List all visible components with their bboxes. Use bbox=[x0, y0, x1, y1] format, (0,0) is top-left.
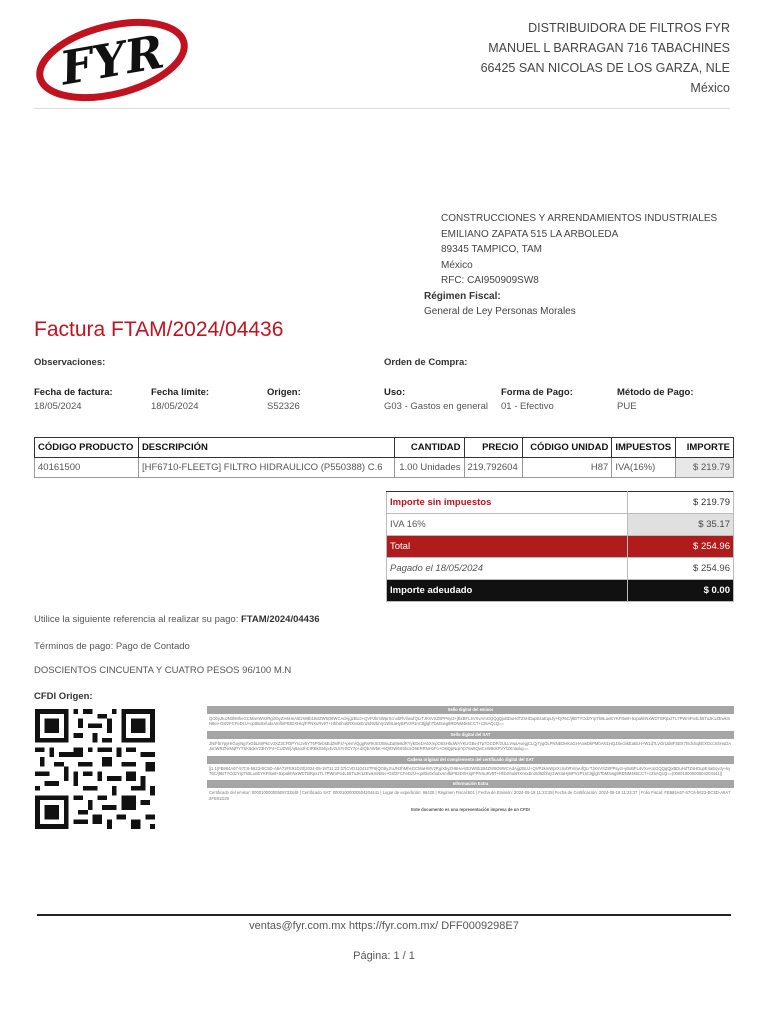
col-amount: IMPORTE bbox=[676, 438, 734, 458]
amount-due-label: Importe adeudado bbox=[387, 580, 628, 602]
amount-due-value: $ 0.00 bbox=[628, 580, 734, 602]
table-row bbox=[35, 458, 734, 478]
payment-terms: Términos de pago: Pago de Contado bbox=[34, 641, 190, 652]
total-row bbox=[387, 536, 734, 558]
cell-description: [HF6710-FLEETG] FILTRO HIDRAULICO (P550388) C.6 bbox=[138, 458, 394, 478]
cell-price: 219.792604 bbox=[464, 458, 522, 478]
iva-value: $ 35.17 bbox=[628, 514, 734, 536]
col-quantity: CANTIDAD bbox=[394, 438, 464, 458]
cell-amount: $ 219.79 bbox=[676, 458, 734, 478]
cell-product-code: 40161500 bbox=[35, 458, 139, 478]
company-address bbox=[481, 18, 730, 98]
total-label: Total bbox=[387, 536, 628, 558]
logo-text: FYR bbox=[56, 24, 168, 96]
footer-divider bbox=[37, 914, 731, 916]
amount-due-row bbox=[387, 580, 734, 602]
qr-code bbox=[35, 706, 155, 832]
header-divider bbox=[34, 108, 730, 109]
client-country: México bbox=[441, 259, 473, 271]
info-label: Origen: bbox=[267, 387, 301, 398]
paid-row bbox=[387, 558, 734, 580]
totals-table bbox=[386, 491, 734, 602]
sat-extra-title: Información Extra bbox=[207, 780, 734, 788]
company-country: México bbox=[690, 81, 730, 95]
amount-in-words: DOSCIENTOS CINCUENTA Y CUATRO PESOS 96/100 M.N bbox=[34, 665, 292, 676]
info-payment-form bbox=[501, 387, 573, 412]
client-regime-value: General de Ley Personas Morales bbox=[424, 306, 576, 317]
info-payment-method bbox=[617, 387, 694, 412]
items-table bbox=[34, 437, 734, 478]
cell-taxes: IVA(16%) bbox=[612, 458, 676, 478]
page-number: Página: 1 / 1 bbox=[353, 950, 415, 962]
company-logo bbox=[34, 18, 190, 102]
sat-stamp-block bbox=[207, 706, 734, 813]
purchase-order-label: Orden de Compra: bbox=[384, 357, 468, 368]
info-label: Forma de Pago: bbox=[501, 387, 573, 398]
reference-prefix: Utilice la siguiente referencia al realizar su pago: bbox=[34, 614, 239, 625]
info-value: 18/05/2024 bbox=[151, 401, 199, 412]
client-rfc: RFC: CAI950909SW8 bbox=[441, 275, 539, 286]
info-label: Uso: bbox=[384, 387, 406, 398]
info-origin bbox=[267, 387, 301, 412]
col-product-code: CÓDIGO PRODUCTO bbox=[35, 438, 139, 458]
company-name: DISTRIBUIDORA DE FILTROS FYR bbox=[528, 21, 730, 35]
info-value: G03 - Gastos en general bbox=[384, 401, 489, 412]
total-value: $ 254.96 bbox=[628, 536, 734, 558]
cell-quantity: 1.00 Unidades bbox=[394, 458, 464, 478]
sat-extra-value: Certificado del emisor: 00001000000505732848 | Certificado SAT: 00001000000504204441 | Lugar de expedición: 66425 | Régimen Fiscal:601 | Fecha de Emisión: 2024-05-18 11:23:28| Fecha de Certificación: 2024-05-18 11:23:37 | Folio Fiscal: FB984A67-57C6-5823-BC5D-A9A72FE91D20 bbox=[209, 790, 731, 801]
iva-row bbox=[387, 514, 734, 536]
info-value: 18/05/2024 bbox=[34, 401, 82, 412]
info-due-date bbox=[151, 387, 209, 412]
sat-seal-value: JN/FbIYpyHIGoyNgYxGbLMrPkcVJXZ3CFDPYrc2v5YT6P0ebsEdZMF4/+penVQggRsRKIEOBsuZaMe8dRYyEDeDA6XmpO5SHbuWAYKUGBe4Tp7GCDP/2ULLVwaAvegjCLQj7ygOLPNNEDHKaGHAowDkPMbAN1HQJSecbkEaBcH+W1d7LVOrtJd8FSBX7hIdxSqhEXOccSSHuDAJimWRZNrMqPYTSK6dxV23HYP4+CUZW/jAj8ao2hCIRBkS5hjx4v2L5Yr0CY7p+dIQbAWbK+6QrDW6S5bcsO5ERRNHoFo+OslQpNqeYp7sw5QwCxW8okPVYfZKnaxkg== bbox=[209, 740, 732, 752]
iva-label: IVA 16% bbox=[387, 514, 628, 536]
payment-reference bbox=[34, 614, 320, 625]
client-city: 89345 TAMPICO, TAM bbox=[441, 244, 542, 255]
info-value: S52326 bbox=[267, 401, 300, 412]
paid-value: $ 254.96 bbox=[628, 558, 734, 580]
sat-emisor-value: QObyJIuJN3hMheGCMaHWVzRgiXbyZH6HeAtEzW8b1B4ZW5O8WCAdAjgzBUJ+QVP2kmWprXcnxbRVi/wufQLrTJKsVSZ8PPsyi3+jBxBFL4VXvAmGQQgQjxBDuHdTZsHDupE4aEqvJy+ky76C/j9BTYOdzYrpTk8LueEYKFI5e8+5xpakhNxWDTBRpxzTL7PWmPo4L55TuJK1ZEwkmN8ei+G8/2FCFeDzU+qoIBx0xfudxAmfbiP83DXHIq/FPNXuRv9T+HhbShukRXnsxEn2Id92bhIy1WsIaHyBPVzP1nC8jjlghTbMSwg8RDNM4k6CCT+c25AQcQ== bbox=[209, 716, 731, 727]
col-taxes: IMPUESTOS bbox=[612, 438, 676, 458]
sat-chain-value: ||1.1|FB984A67-57C6-5823-BC5D-A9A72FE91D20|2024-05-18T11:23:37|CVD110412TF6|QObyJIuJN3hMheGCMaHWVzRgiXbyZH6HeAtEzW8b1B4ZW5O8WCAdAjgzBUJ+QVP2kmWprXcnxbRVi/wufQLrTJKsVSZ8PPsyi3+jBxBFL4VXvAmGQQgQjxBDuHdTZsHDupE4aEqvJy+ky76C/j9BTYOdzYrpTk8LueEYKFI5e8+5xpakhNxWDTBRpxzTL7PWmPo4L55TuJK1ZEwkmN8ei+G8/2FCFeDzU+qoIBx0xfudxAmfbiP83DXHIq/FPNXuRv9T+HhbShukRXnsxEn2Id92bhIy1WsIaHyBPVzP1nC8jjlghTbMSwg8RDNM4k6CCT+c25AQcQ==|00001000000504204441|| bbox=[209, 765, 731, 777]
client-address bbox=[424, 211, 717, 320]
info-value: PUE bbox=[617, 401, 637, 412]
subtotal-label: Importe sin impuestos bbox=[387, 492, 628, 514]
info-label: Método de Pago: bbox=[617, 387, 694, 398]
cfdi-origin-label: CFDI Origen: bbox=[34, 691, 93, 702]
col-description: DESCRIPCIÓN bbox=[138, 438, 394, 458]
company-city: 66425 SAN NICOLAS DE LOS GARZA, NLE bbox=[480, 61, 730, 75]
items-header-row bbox=[35, 438, 734, 458]
client-regime-label: Régimen Fiscal: bbox=[424, 290, 501, 302]
col-unit-code: CÓDIGO UNIDAD bbox=[522, 438, 612, 458]
cell-unit-code: H87 bbox=[522, 458, 612, 478]
invoice-title: Factura FTAM/2024/04436 bbox=[34, 318, 284, 341]
company-street: MANUEL L BARRAGAN 716 TABACHINES bbox=[488, 41, 730, 55]
sat-chain-title: Cadena original del complemento del certificado digital del SAT bbox=[207, 756, 734, 764]
client-name: CONSTRUCCIONES Y ARRENDAMIENTOS INDUSTRIALES bbox=[441, 213, 718, 224]
sat-footnote: Este documento es una representación impresa de un CFDI bbox=[411, 807, 530, 813]
info-label: Fecha de factura: bbox=[34, 387, 113, 398]
sat-emisor-title: Sello digital del emisor bbox=[207, 706, 734, 714]
client-street: EMILIANO ZAPATA 515 LA ARBOLEDA bbox=[441, 228, 619, 240]
info-invoice-date bbox=[34, 387, 113, 412]
info-use bbox=[384, 387, 488, 412]
col-price: PRECIO bbox=[464, 438, 522, 458]
observations-label: Observaciones: bbox=[34, 357, 106, 368]
info-value: 01 - Efectivo bbox=[501, 401, 554, 412]
footer-contact: ventas@fyr.com.mx https://fyr.com.mx/ DFF0009298E7 bbox=[249, 920, 519, 932]
subtotal-value: $ 219.79 bbox=[628, 492, 734, 514]
subtotal-row bbox=[387, 492, 734, 514]
sat-seal-title: Sello digital del SAT bbox=[207, 731, 734, 739]
reference-value: FTAM/2024/04436 bbox=[241, 614, 320, 625]
paid-label: Pagado el 18/05/2024 bbox=[387, 558, 628, 580]
info-label: Fecha límite: bbox=[151, 387, 210, 398]
